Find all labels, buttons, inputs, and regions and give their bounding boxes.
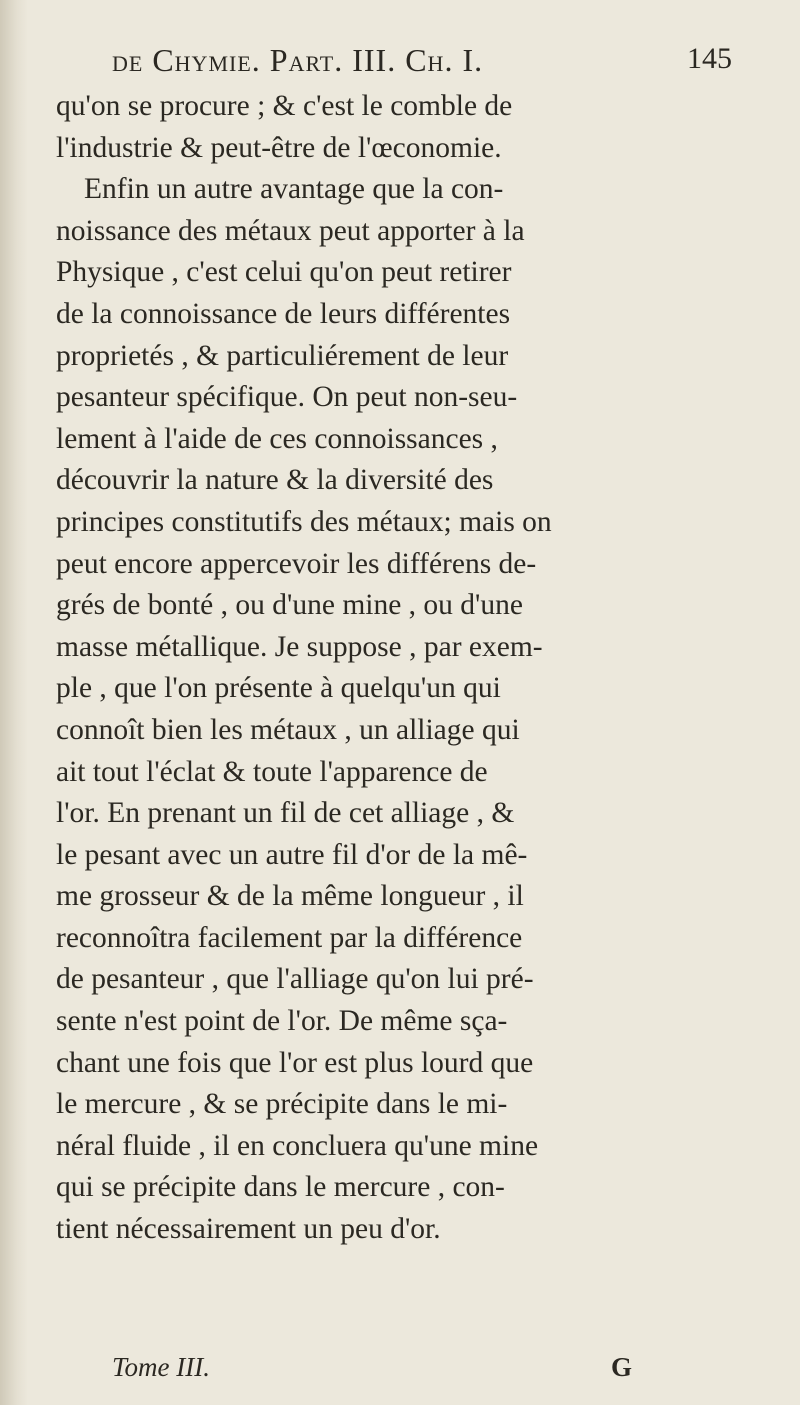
footer-catchline: [112, 1352, 632, 1392]
text-line: connoît bien les métaux , un alliage qui: [56, 713, 520, 746]
text-line: qu'on se procure ; & c'est le comble de: [56, 90, 513, 122]
text-line: l'industrie & peut-être de l'œconomie.: [56, 131, 502, 164]
text-line: pesanteur spécifique. On peut non-seu-: [56, 381, 518, 414]
text-line: de pesanteur , que l'alliage qu'on lui pré-: [56, 963, 534, 996]
text-line: le pesant avec un autre fil d'or de la mê-: [56, 838, 528, 871]
text-line: masse métallique. Je suppose , par exem-: [56, 630, 543, 663]
text-line: me grosseur & de la même longueur , il: [56, 880, 524, 913]
text-line: Physique , c'est celui qu'on peut retirer: [56, 256, 512, 289]
text-line: proprietés , & particuliérement de leur: [56, 339, 509, 372]
text-line: reconnoîtra facilement par la différence: [56, 921, 523, 954]
text-line: sente n'est point de l'or. De même sça-: [56, 1005, 508, 1038]
volume-mark: Tome III.: [112, 1352, 210, 1382]
text-line: ait tout l'éclat & toute l'apparence de: [56, 755, 488, 788]
text-line: chant une fois que l'or est plus lourd que: [56, 1046, 534, 1079]
text-line: néral fluide , il en concluera qu'une mine: [56, 1129, 539, 1162]
text-line: principes constitutifs des métaux; mais on: [56, 505, 552, 538]
text-line: peut encore appercevoir les différens de-: [56, 547, 537, 580]
text-line: ple , que l'on présente à quelqu'un qui: [56, 672, 501, 705]
text-line: tient nécessairement un peu d'or.: [56, 1213, 441, 1246]
text-line: noissance des métaux peut apporter à la: [56, 214, 525, 247]
text-line: grés de bonté , ou d'une mine , ou d'une: [56, 589, 523, 622]
signature-mark: G: [610, 1352, 632, 1382]
text-line: l'or. En prenant un fil de cet alliage , &: [56, 797, 515, 830]
text-line: découvrir la nature & la diversité des: [56, 464, 494, 497]
text-line: lement à l'aide de ces connoissances ,: [56, 422, 498, 455]
text-line: qui se précipite dans le mercure , con-: [56, 1171, 505, 1204]
paragraph-first-line: Enfin un autre avantage que la con-: [84, 173, 504, 206]
page-number: 145: [687, 42, 732, 75]
running-title: de Chymie. Part. III. Ch. I.: [112, 42, 484, 78]
text-body: [56, 86, 744, 1251]
running-head: [112, 42, 732, 86]
text-line: de la connoissance de leurs différentes: [56, 297, 511, 330]
text-line: le mercure , & se précipite dans le mi-: [56, 1088, 508, 1121]
